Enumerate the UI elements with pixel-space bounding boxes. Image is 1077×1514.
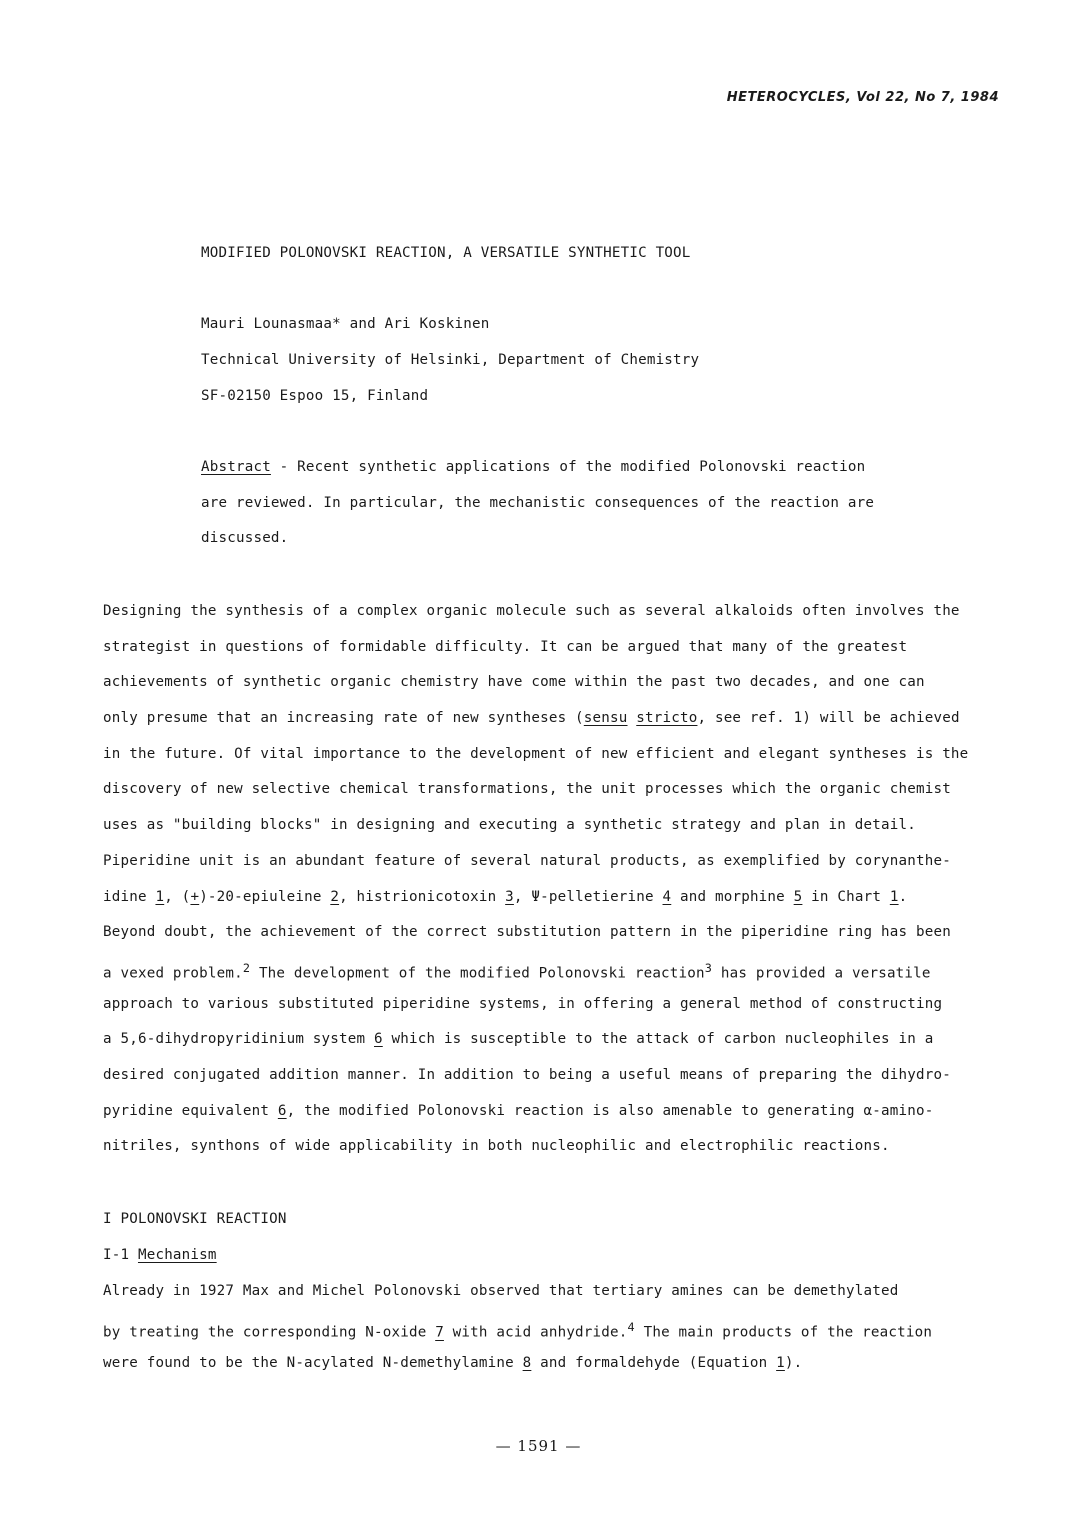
compound-ref: 7 (435, 1324, 444, 1341)
page-number: — 1591 — (495, 1437, 582, 1455)
body-line: in the future. Of vital importance to the development of new efficient and elegant syntheses is the (103, 745, 969, 762)
body-line: desired conjugated addition manner. In addition to being a useful means of preparing the dihydro- (103, 1066, 951, 1083)
compound-ref: 6 (374, 1031, 383, 1048)
citation-superscript: 3 (704, 960, 713, 975)
section-heading: I POLONOVSKI REACTION (103, 1211, 287, 1227)
author-affiliation: Technical University of Helsinki, Department of Chemistry (201, 352, 700, 368)
body-line: a 5,6-dihydropyridinium system 6 which is susceptible to the attack of carbon nucleophiles in a (103, 1031, 934, 1048)
body-line: Beyond doubt, the achievement of the correct substitution pattern in the piperidine ring has been (103, 924, 951, 941)
body-line: idine 1, (+)-20-epiuleine 2, histrionicotoxin 3, Ψ-pelletierine 4 and morphine 5 in Chart 1. (103, 888, 908, 905)
section-line: Already in 1927 Max and Michel Polonovski observed that tertiary amines can be demethylated (103, 1283, 899, 1299)
title-block (201, 243, 691, 279)
compound-ref: 3 (505, 888, 514, 905)
equation-ref: 1 (776, 1355, 785, 1371)
compound-ref: 1 (155, 888, 165, 905)
compound-ref: 6 (277, 1102, 287, 1119)
subsection-heading: I-1 Mechanism (103, 1247, 217, 1263)
body-line: nitriles, synthons of wide applicability in both nucleophilic and electrophilic reactions. (103, 1138, 890, 1155)
compound-ref: 5 (793, 888, 803, 905)
body-line: a vexed problem.$^2$ The development of the modified Polonovski reaction$^3$ has provided a versatile (103, 960, 931, 982)
author-names: Mauri Lounasmaa* and Ari Koskinen (201, 316, 490, 332)
compound-ref: 8 (522, 1355, 532, 1371)
chart-ref: 1 (889, 888, 899, 905)
abstract-block (201, 457, 901, 564)
body-line: Designing the synthesis of a complex organic molecule such as several alkaloids often involves the (103, 603, 960, 619)
author-address: SF-02150 Espoo 15, Finland (201, 388, 429, 404)
citation-superscript: 4 (627, 1320, 635, 1334)
author-block (201, 314, 699, 422)
body-paragraph (103, 601, 1003, 1172)
section-line: by treating the corresponding N-oxide 7 with acid anhydride.$^4$ The main products of the reaction (103, 1320, 933, 1341)
body-line: strategist in questions of formidable difficulty. It can be argued that many of the greatest (103, 638, 908, 655)
abstract-label: Abstract (201, 459, 271, 475)
compound-ref: 4 (662, 888, 672, 905)
section-line: were found to be the N-acylated N-demethylamine 8 and formaldehyde (Equation 1). (103, 1355, 803, 1371)
abstract-line: Abstract - Recent synthetic applications of the modified Polonovski reaction (201, 459, 866, 475)
body-line: pyridine equivalent 6, the modified Polonovski reaction is also amenable to generating α-amino- (103, 1102, 934, 1119)
abstract-line: discussed. (201, 530, 289, 546)
journal-citation: HETEROCYCLES, Vol 22, No 7, 1984 (726, 90, 999, 105)
body-line: uses as "building blocks" in designing and executing a synthetic strategy and plan in detail. (103, 817, 916, 834)
body-line: approach to various substituted piperidine systems, in offering a general method of constructing (103, 995, 943, 1012)
paper-title: MODIFIED POLONOVSKI REACTION, A VERSATILE SYNTHETIC TOOL (201, 245, 691, 261)
abstract-line: are reviewed. In particular, the mechanistic consequences of the reaction are (201, 494, 875, 511)
body-line: Piperidine unit is an abundant feature of several natural products, as exemplified by corynanthe- (103, 852, 951, 869)
compound-ref: 2 (330, 888, 340, 905)
section-polonovski (103, 1209, 1003, 1389)
citation-superscript: 2 (242, 960, 251, 975)
body-line: discovery of new selective chemical transformations, the unit processes which the organic chemist (103, 781, 951, 798)
body-line: achievements of synthetic organic chemistry have come within the past two decades, and one can (103, 674, 925, 691)
body-line: only presume that an increasing rate of new syntheses (sensu stricto, see ref. 1) will be achieved (103, 710, 960, 727)
